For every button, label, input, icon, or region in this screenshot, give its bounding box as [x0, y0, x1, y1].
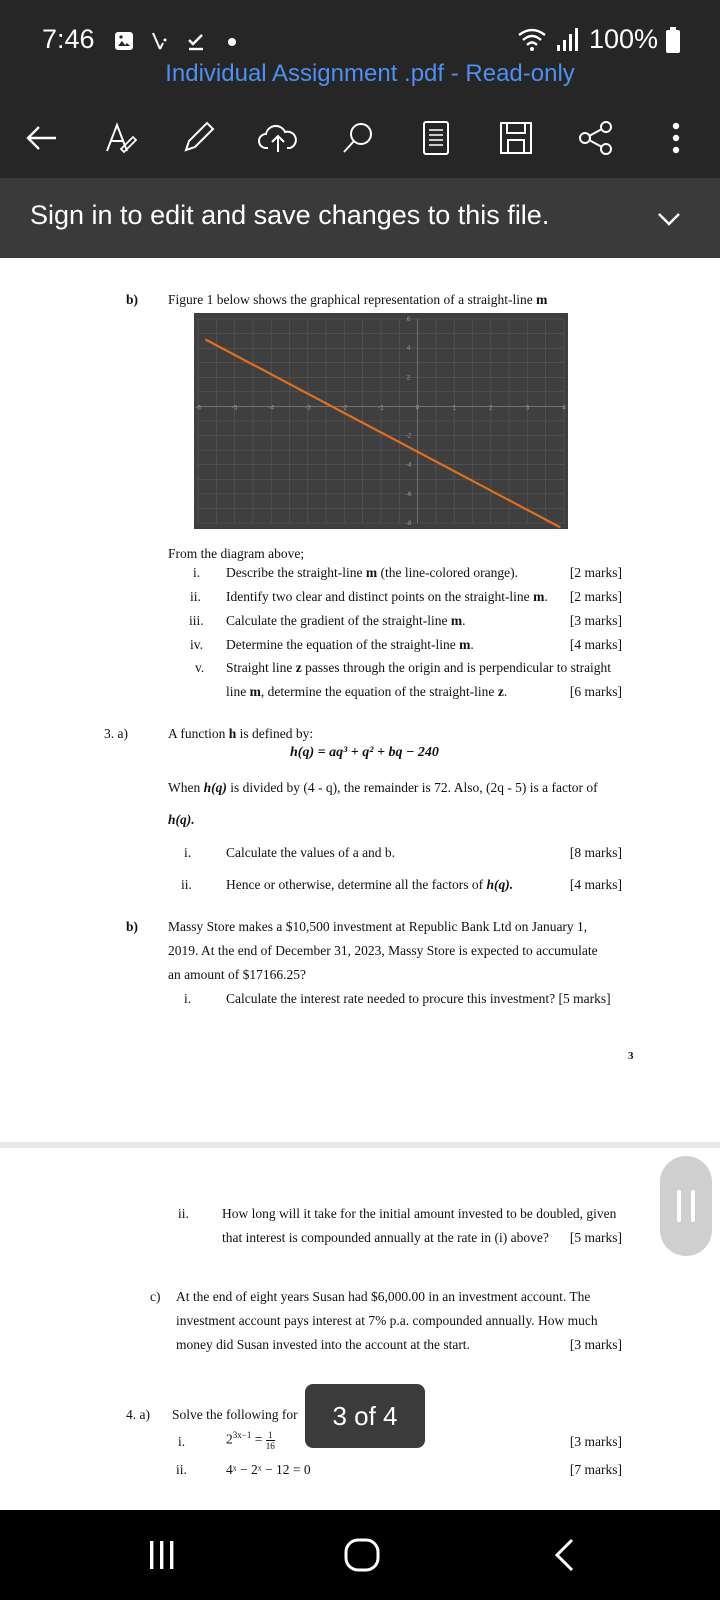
x-tick-label: -3 [304, 404, 311, 412]
line-chart [194, 313, 568, 529]
y-tick-label: 4 [406, 345, 411, 353]
q3c-line2: investment account pays interest at 7% p.a. compounded annually. How much [176, 1313, 598, 1328]
q3a-intro [168, 726, 313, 742]
back-nav-button[interactable] [534, 1530, 594, 1580]
q3c-marks: [3 marks] [569, 1337, 622, 1352]
more-button[interactable] [654, 108, 698, 168]
q3a-i-marks: [8 marks] [569, 845, 622, 860]
q4a-i-numerator: 1 [266, 1430, 275, 1441]
q3a-i-num: i. [184, 845, 192, 860]
q3b-i-text: Calculate the interest rate needed to procure this investment? [5 marks] [226, 991, 611, 1006]
save-button[interactable] [494, 108, 538, 168]
item-text-post: . [470, 637, 474, 652]
q3b-ii-line2: that interest is compounded annually at the rate in (i) above? [222, 1230, 549, 1245]
item-v-line2 [226, 684, 507, 700]
item-text [226, 589, 548, 605]
q3b-line1: Massy Store makes a $10,500 investment at Republic Bank Ltd on January 1, [168, 919, 588, 934]
status-time: 7:46 [42, 24, 95, 54]
q3b-i-num: i. [184, 991, 192, 1006]
item-num: iii. [189, 613, 204, 628]
q4a-i-equation [226, 1430, 275, 1451]
x-tick-label: -1 [378, 404, 384, 412]
item-text [226, 637, 474, 653]
grip-line [691, 1190, 695, 1222]
q2b-label: b) [126, 292, 139, 307]
x-tick-label: 3 [525, 404, 530, 412]
q3a-intro-post: is defined by: [236, 726, 314, 741]
back-nav-icon [552, 1537, 576, 1573]
q3a-ii-math: h(q). [486, 877, 514, 892]
item-marks: [3 marks] [569, 613, 622, 628]
q3a-intro-pre: A function [168, 726, 229, 741]
pdf-page-4 [0, 1148, 720, 1510]
q4a-i-marks: [3 marks] [569, 1434, 622, 1449]
q4a-i-denominator: 16 [265, 1441, 275, 1451]
item-v-l2-bold: m [249, 684, 261, 699]
item-v-l2-bold2: z [497, 684, 504, 699]
x-tick-label: 1 [452, 404, 457, 412]
q4a-ii-num: ii. [176, 1462, 187, 1477]
q3a-hq: h(q). [168, 812, 195, 827]
x-tick-label: -6 [195, 404, 201, 412]
item-text-bold: m [459, 637, 471, 652]
item-v-l1-post: passes through the origin and is perpendicular to straight [301, 660, 612, 675]
q3b-ii-num: ii. [178, 1206, 189, 1221]
pen-icon [181, 121, 215, 155]
item-text [226, 613, 466, 629]
q3a-ii-pre: Hence or otherwise, determine all the factors of [226, 877, 487, 892]
item-marks: [2 marks] [569, 565, 622, 580]
item-v-num: v. [195, 660, 205, 675]
back-button[interactable] [20, 108, 64, 168]
chevron-down-icon[interactable] [656, 206, 682, 232]
battery-percent: 100% [588, 24, 658, 54]
q4a-label: 4. a) [126, 1407, 150, 1422]
x-tick-label: -2 [341, 404, 348, 412]
item-text-bold: m [365, 565, 378, 580]
scroll-handle[interactable] [660, 1156, 712, 1256]
ink-button[interactable] [98, 108, 142, 168]
q3a-ii-text [226, 877, 513, 893]
wifi-icon [517, 27, 547, 53]
battery-icon [666, 27, 680, 53]
item-text-pre: Describe the straight-line [226, 565, 366, 580]
q3a-when-math: h(q) [203, 780, 227, 795]
q3c-line3: money did Susan invested into the account at the start. [176, 1337, 470, 1352]
item-marks: [2 marks] [569, 589, 622, 604]
y-tick-label: -8 [405, 520, 412, 527]
tool-icon [148, 29, 172, 53]
recent-apps-icon [147, 1539, 177, 1571]
item-text-pre: Determine the equation of the straight-line [226, 637, 460, 652]
q3b-ii-line1: How long will it take for the initial amount invested to be doubled, given [222, 1206, 617, 1221]
q3a-i-text: Calculate the values of a and b. [226, 845, 396, 860]
q3b-line3: an amount of $17166.25? [168, 967, 306, 982]
y-tick-label: -6 [405, 490, 412, 498]
pdf-page-3 [0, 258, 720, 1142]
q3a-when-pre: When [168, 780, 204, 795]
navigation-bar [0, 1510, 720, 1600]
q4a-ii-equation: 4ˣ − 2ˣ − 12 = 0 [226, 1462, 311, 1477]
q3a-ii-marks: [4 marks] [569, 877, 622, 892]
search-button[interactable] [336, 108, 380, 168]
item-text-post: . [544, 589, 548, 604]
item-text-pre: Calculate the gradient of the straight-line [226, 613, 451, 628]
reading-view-icon [422, 120, 450, 156]
q4a-text: Solve the following for [172, 1407, 298, 1422]
home-icon [342, 1537, 382, 1573]
q4a-i-equals: = [254, 1431, 263, 1447]
item-v-line1 [226, 660, 611, 676]
more-icon [671, 121, 681, 155]
toolbar [0, 108, 720, 168]
item-v-l2-post: . [503, 684, 508, 699]
item-v-l2-mid: , determine the equation of the straight-line [260, 684, 498, 699]
file-title: Individual Assignment .pdf - Read-only [165, 60, 575, 87]
q4a-i-exponent: 3x−1 [232, 1430, 252, 1441]
item-v-l2-pre: line [226, 684, 250, 699]
item-text-bold: m [450, 613, 463, 628]
reading-view-button[interactable] [414, 108, 458, 168]
recent-apps-button[interactable] [132, 1530, 192, 1580]
search-icon [341, 121, 375, 155]
item-v-l1-pre: Straight line [226, 660, 296, 675]
y-tick-label: 6 [406, 316, 411, 323]
q3c-line1: At the end of eight years Susan had $6,000.00 in an investment account. The [176, 1289, 591, 1304]
share-button[interactable] [574, 108, 618, 168]
q2b-text-bold: m [536, 292, 548, 307]
item-text-pre: Identify two clear and distinct points on the straight-line [226, 589, 534, 604]
item-text-post: . [462, 613, 466, 628]
cloud-upload-icon [258, 122, 298, 154]
sign-in-text[interactable]: Sign in to edit and save changes to this file. [30, 200, 550, 230]
page-counter: 3 of 4 [305, 1384, 425, 1448]
dot-icon [220, 29, 244, 53]
ink-icon [103, 121, 137, 155]
upload-button[interactable] [256, 108, 300, 168]
back-arrow-icon [24, 123, 60, 153]
save-icon [499, 121, 533, 155]
q2b-text [168, 292, 547, 308]
gallery-icon [112, 29, 136, 53]
q3c-label: c) [150, 1289, 161, 1304]
q4a-ii-marks: [7 marks] [569, 1462, 622, 1477]
top-bar [0, 0, 720, 178]
q2b-text-pre: Figure 1 below shows the graphical representation of a straight-line [168, 292, 537, 307]
page-number: 3 [628, 1050, 634, 1062]
pen-button[interactable] [176, 108, 220, 168]
y-tick-label: -4 [405, 461, 412, 469]
sign-in-banner[interactable] [0, 178, 720, 258]
item-text [226, 565, 518, 581]
item-num: ii. [190, 589, 201, 604]
share-icon [578, 121, 614, 155]
signal-icon [555, 27, 581, 53]
x-tick-label: -5 [231, 404, 238, 412]
q3b-ii-marks: [5 marks] [569, 1230, 622, 1245]
x-tick-label: 0 [415, 404, 420, 412]
home-button[interactable] [332, 1530, 392, 1580]
q3a-equation: h(q) = aq³ + q² + bq − 240 [290, 745, 439, 760]
q3b-label: b) [126, 919, 139, 934]
q4a-i-base: 2 [226, 1431, 233, 1447]
item-marks: [4 marks] [569, 637, 622, 652]
q4a-i-num: i. [178, 1434, 186, 1449]
grip-line [677, 1190, 681, 1222]
q3b-line2: 2019. At the end of December 31, 2023, Massy Store is expected to accumulate [168, 943, 598, 958]
item-v-l1-bold: z [295, 660, 302, 675]
q3a-when-post: is divided by (4 - q), the remainder is 72. Also, (2q - 5) is a factor of [226, 780, 598, 795]
x-tick-label: 2 [488, 404, 493, 412]
y-tick-label: 2 [406, 374, 411, 382]
q3a-ii-num: ii. [181, 877, 192, 892]
q4a-i-fraction [266, 1430, 275, 1451]
q3a-label: 3. a) [104, 726, 128, 741]
item-text-post: (the line-colored orange). [377, 565, 519, 580]
x-tick-label: -4 [268, 404, 275, 412]
download-done-icon [184, 29, 208, 53]
q3a-when [168, 780, 598, 796]
q3a-intro-bold: h [228, 726, 237, 741]
item-v-marks: [6 marks] [569, 684, 622, 699]
item-text-bold: m [533, 589, 545, 604]
y-tick-label: -2 [405, 432, 412, 440]
item-num: i. [193, 565, 201, 580]
x-tick-label: 4 [562, 404, 566, 412]
item-num: iv. [190, 637, 203, 652]
from-diagram: From the diagram above; [168, 546, 305, 561]
